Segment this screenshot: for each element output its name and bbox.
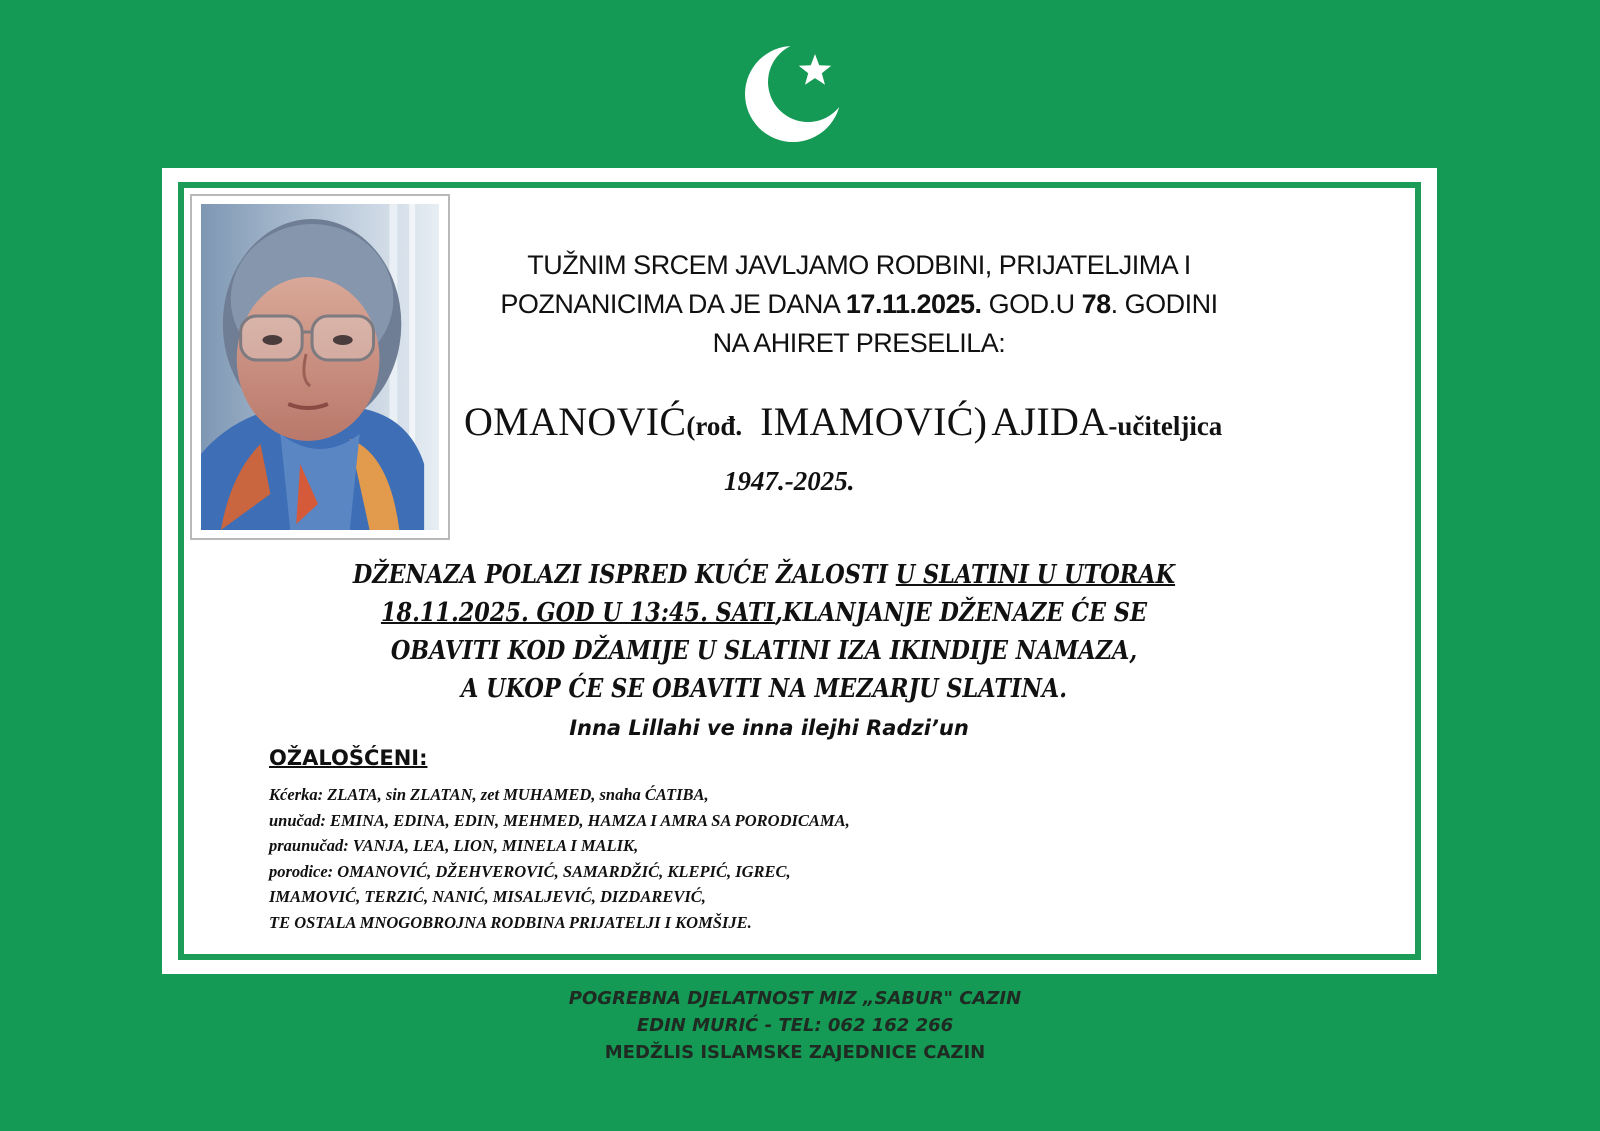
intro-line-2-prefix: POZNANICIMA DA JE DANA <box>500 289 839 319</box>
funeral-line-2 <box>334 594 1194 632</box>
notice-card <box>162 168 1437 974</box>
surname: OMANOVIĆ <box>464 399 687 444</box>
funeral-line-1-plain: DŽENAZA POLAZI ISPRED KUĆE ŽALOSTI <box>352 560 888 590</box>
portrait-photo-icon <box>201 204 439 530</box>
funeral-line-4: A UKOP ĆE SE OBAVITI NA MEZARJU SLATINA. <box>460 674 1068 704</box>
intro-line-2-suffix: . GODINI <box>1110 289 1218 319</box>
footer-line-3: MEDŽLIS ISLAMSKE ZAJEDNICE CAZIN <box>604 1042 986 1063</box>
green-inner-frame <box>178 182 1421 960</box>
funeral-line-3: OBAVITI KOD DŽAMIJE U SLATINI IZA IKINDIJE NAMAZA, <box>390 636 1138 666</box>
funeral-location-day: U SLATINI U UTORAK <box>895 560 1176 590</box>
funeral-details <box>334 556 1194 708</box>
death-date: 17.11.2025. <box>845 289 982 319</box>
mourners-line: porodice: OMANOVIĆ, DŽEHVEROVIĆ, SAMARDŽIĆ, KLEPIĆ, IGREC, <box>269 861 791 881</box>
photo-frame <box>190 194 450 540</box>
funeral-line-1 <box>334 556 1194 594</box>
mourners-line: TE OSTALA MNOGOBROJNA RODBINA PRIJATELJI I KOMŠIJE. <box>269 912 752 932</box>
mourners-list <box>269 782 1169 935</box>
age: 78 <box>1081 289 1111 319</box>
intro-line-1: TUŽNIM SRCEM JAVLJAMO RODBINI, PRIJATELJIMA I <box>527 250 1191 280</box>
occupation: -učiteljica <box>1108 411 1223 441</box>
announcement-intro <box>484 246 1234 363</box>
mourners-line: IMAMOVIĆ, TERZIĆ, NANIĆ, MISALJEVIĆ, DIZDAREVIĆ, <box>269 887 706 906</box>
deceased-name <box>464 398 1364 445</box>
first-name: AJIDA <box>991 399 1109 444</box>
maiden-name: IMAMOVIĆ) <box>760 399 988 444</box>
maiden-prefix: (rođ. <box>686 411 743 441</box>
mourners-title: OŽALOŠĆENI: <box>269 746 428 770</box>
prayer-text: Inna Lillahi ve inna ilejhi Radzi’un <box>569 716 969 740</box>
mourners-line: Kćerka: ZLATA, sin ZLATAN, zet MUHAMED, snaha ĆATIBA, <box>269 785 709 804</box>
mourners-line: praunučad: VANJA, LEA, LION, MINELA I MALIK, <box>269 836 639 855</box>
mourners-line: unučad: EMINA, EDINA, EDIN, MEHMED, HAMZA I AMRA SA PORODICAMA, <box>269 810 850 830</box>
funeral-line-2-plain: ,KLANJANJE DŽENAZE ĆE SE <box>775 598 1148 628</box>
life-years: 1947.-2025. <box>724 466 855 496</box>
intro-line-2-mid: GOD.U <box>988 289 1075 319</box>
intro-line-2 <box>484 285 1234 324</box>
crescent-star-icon <box>745 36 857 148</box>
intro-line-3: NA AHIRET PRESELILA: <box>712 328 1006 358</box>
footer-info <box>0 985 1590 1066</box>
funeral-date-time: 18.11.2025. GOD U 13:45. SATI <box>380 598 776 628</box>
footer-line-1: POGREBNA DJELATNOST MIZ „SABUR" CAZIN <box>568 988 1022 1009</box>
footer-line-2: EDIN MURIĆ - TEL: 062 162 266 <box>636 1015 954 1036</box>
